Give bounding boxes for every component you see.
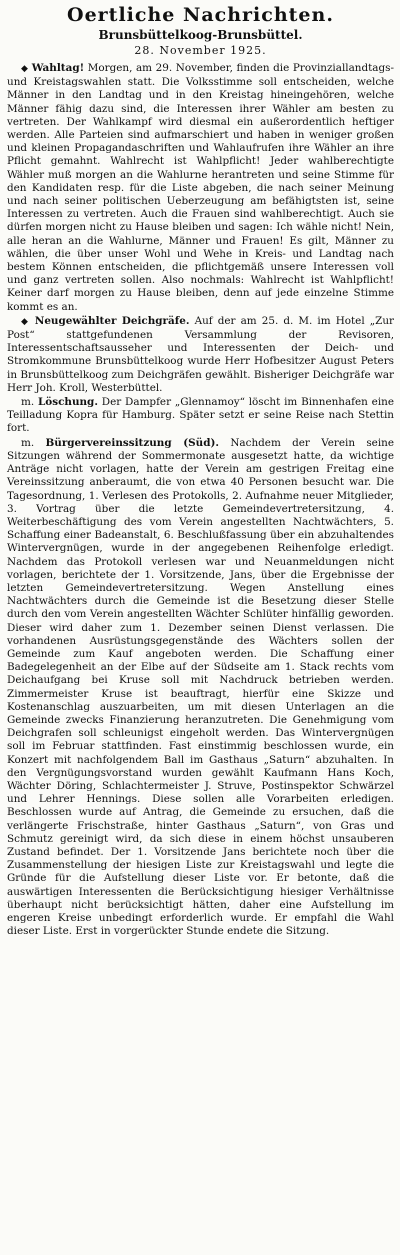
diamond-marker-icon: ◆	[21, 64, 29, 74]
article-buergerverein	[7, 437, 394, 939]
article-body: Auf der am 25. d. M. im Hotel „Zur Post“ stattgefundenen Versammlung der Revisoren, Interessentschaftsausseher und Interessenten der Deich- und Stromkommune Brunsbüttelkoog wurde Herr Hofbesitzer August Peters in Brunsbüttelkoog zum Deichgräfen gewählt. Bisheriger Deichgräfe war Herr Joh. Kroll, Westerbüttel.	[7, 314, 395, 394]
article-headline: Löschung.	[37, 396, 98, 409]
article-deichgraefe	[7, 315, 394, 395]
article-marker: m.	[21, 436, 35, 449]
diamond-marker-icon: ◆	[21, 316, 30, 327]
article-wahltag	[7, 62, 394, 314]
article-body: Nachdem der Verein seine Sitzungen während der Sommermonate ausgesetzt hatte, da wichtige Anträge nicht vorlagen, hatte der Verein am gestrigen Freitag eine Vereinssitzung anberaumt, die von etwa 40 Personen besucht war. Die Tagesordnung, 1. Verlesen des Protokolls, 2. Aufnahme neuer Mitglieder, 3. Vortrag über die letzte Gemeindevertretersitzung, 4. Weiterbeschäftigung des vom Verein angestellten Nachtwächters, 5. Schaffung einer Badeanstalt, 6. Beschlußfassung über ein abzuhaltendes Wintervergnügen, wurde in der angegebenen Reihenfolge erledigt. Nachdem das Protokoll verlesen war und Neuanmeldungen nicht vorlagen, berichtete der 1. Vorsitzende, Jans, über die Ergebnisse der letzten Gemeindevertretersitzung. Wegen Anstellung eines Nachtwächters durch die Gemeinde ist die Besetzung dieser Stelle durch den vom Verein angestellten Wächter Schlüter hinfällig geworden. Dieser wird daher zum 1. Dezember seinen Dienst verlassen. Die vorhandenen Ausrüstungsgegenstände des Wächters sollen der Gemeinde zum Kauf angeboten werden. Die Schaffung einer Badegelegenheit an der Elbe auf der Südseite am 1. Stack rechts vom Deichaufgang bei Kruse soll mit Nachdruck betrieben werden. Zimmermeister Kruse ist beauftragt, hierfür eine Skizze und Kostenanschlag auszuarbeiten, um mit diesen Unterlagen an die Gemeinde zwecks Finanzierung heranzutreten. Die Genehmigung vom Deichgrafen soll schleunigst eingeholt werden. Das Wintervergnügen soll im Februar stattfinden. Fast einstimmig beschlossen wurde, ein Konzert mit nachfolgendem Ball im Gasthaus „Saturn“ abzuhalten. In den Vergnügungsvorstand wurden gewählt Kaufmann Hans Koch, Wächter Döring, Schlachtermeister J. Struve, Postinspektor Schwärzel und Lehrer Hennings. Diese sollen alle Vorarbeiten erledigen. Beschlossen wurde auf Antrag, die Gemeinde zu ersuchen, daß die verlängerte Frischstraße, hinter Gasthaus „Saturn“, von Gras und Schmutz gereinigt wird, da sich diese in einem höchst unsauberen Zustand befindet. Der 1. Vorsitzende Jans berichtete noch über die Zusammenstellung der hiesigen Liste zur Kreistagswahl und legte die Gründe für die Aufstellung dieser Liste vor. Er betonte, daß die auswärtigen Interessenten die Berücksichtigung hiesiger Verhältnisse überhaupt nicht berücksichtigt hätten, daher eine Aufstellung im engeren Kreise unbedingt erforderlich wurde. Er empfahl die Wahl dieser Liste. Erst in vorgerückter Stunde endete die Sitzung.	[7, 436, 394, 938]
article-marker: m.	[21, 396, 35, 409]
article-headline: Wahltag!	[31, 62, 85, 74]
dateline: 28. November 1925.	[134, 44, 267, 57]
page-title: Oertliche Nachrichten.	[67, 4, 334, 26]
article-headline: Neugewählter Deichgräfe.	[34, 314, 190, 327]
article-body: Der Dampfer „Glennamoy“ löscht im Binnenhafen eine Teilladung Kopra für Hamburg. Später setzt er seine Reise nach Stettin fort.	[7, 396, 394, 435]
section-subtitle: Brunsbüttelkoog-Brunsbüttel.	[98, 28, 303, 42]
masthead	[7, 4, 394, 58]
article-headline: Bürgervereinssitzung (Süd).	[45, 436, 220, 449]
article-body: Morgen, am 29. November, finden die Provinziallandtags- und Kreistagswahlen statt. Die Volksstimme soll entscheiden, welche Männer in den Landtag und in den Kreistag hineingehören, welche Männer fähig dazu sind, die Interessen ihrer Wähler am besten zu vertreten. Der Wahlkampf wird diesmal ein außerordentlich heftiger werden. Alle Parteien sind aufmarschiert und haben in weniger großen und kleinen Propagandaschriften und Wahlaufrufen ihre Wähler an ihre Pflicht gemahnt. Wahlrecht ist Wahlpflicht! Jeder wahlberechtigte Wähler muß morgen an die Wahlurne herantreten und seine Stimme für den Kandidaten resp. für die Liste abgeben, die nach seiner Meinung und nach seiner politischen Ueberzeugung am befähigtsten ist, seine Interessen zu vertreten. Auch die Frauen sind wahlberechtigt. Auch sie dürfen morgen nicht zu Hause bleiben und sagen: Ich wähle nicht! Nein, alle heran an die Wahlurne, Männer und Frauen! Es gilt, Männer zu wählen, die über unser Wohl und Wehe in Kreis- und Landtag nach bestem Können entscheiden, die pflichtgemäß unsere Interessen voll und ganz vertreten sollen. Also nochmals: Wahlrecht ist Wahlpflicht! Keiner darf morgen zu Hause bleiben, denn auf jede einzelne Stimme kommt es an.	[7, 62, 395, 313]
article-loeschung	[7, 396, 394, 436]
